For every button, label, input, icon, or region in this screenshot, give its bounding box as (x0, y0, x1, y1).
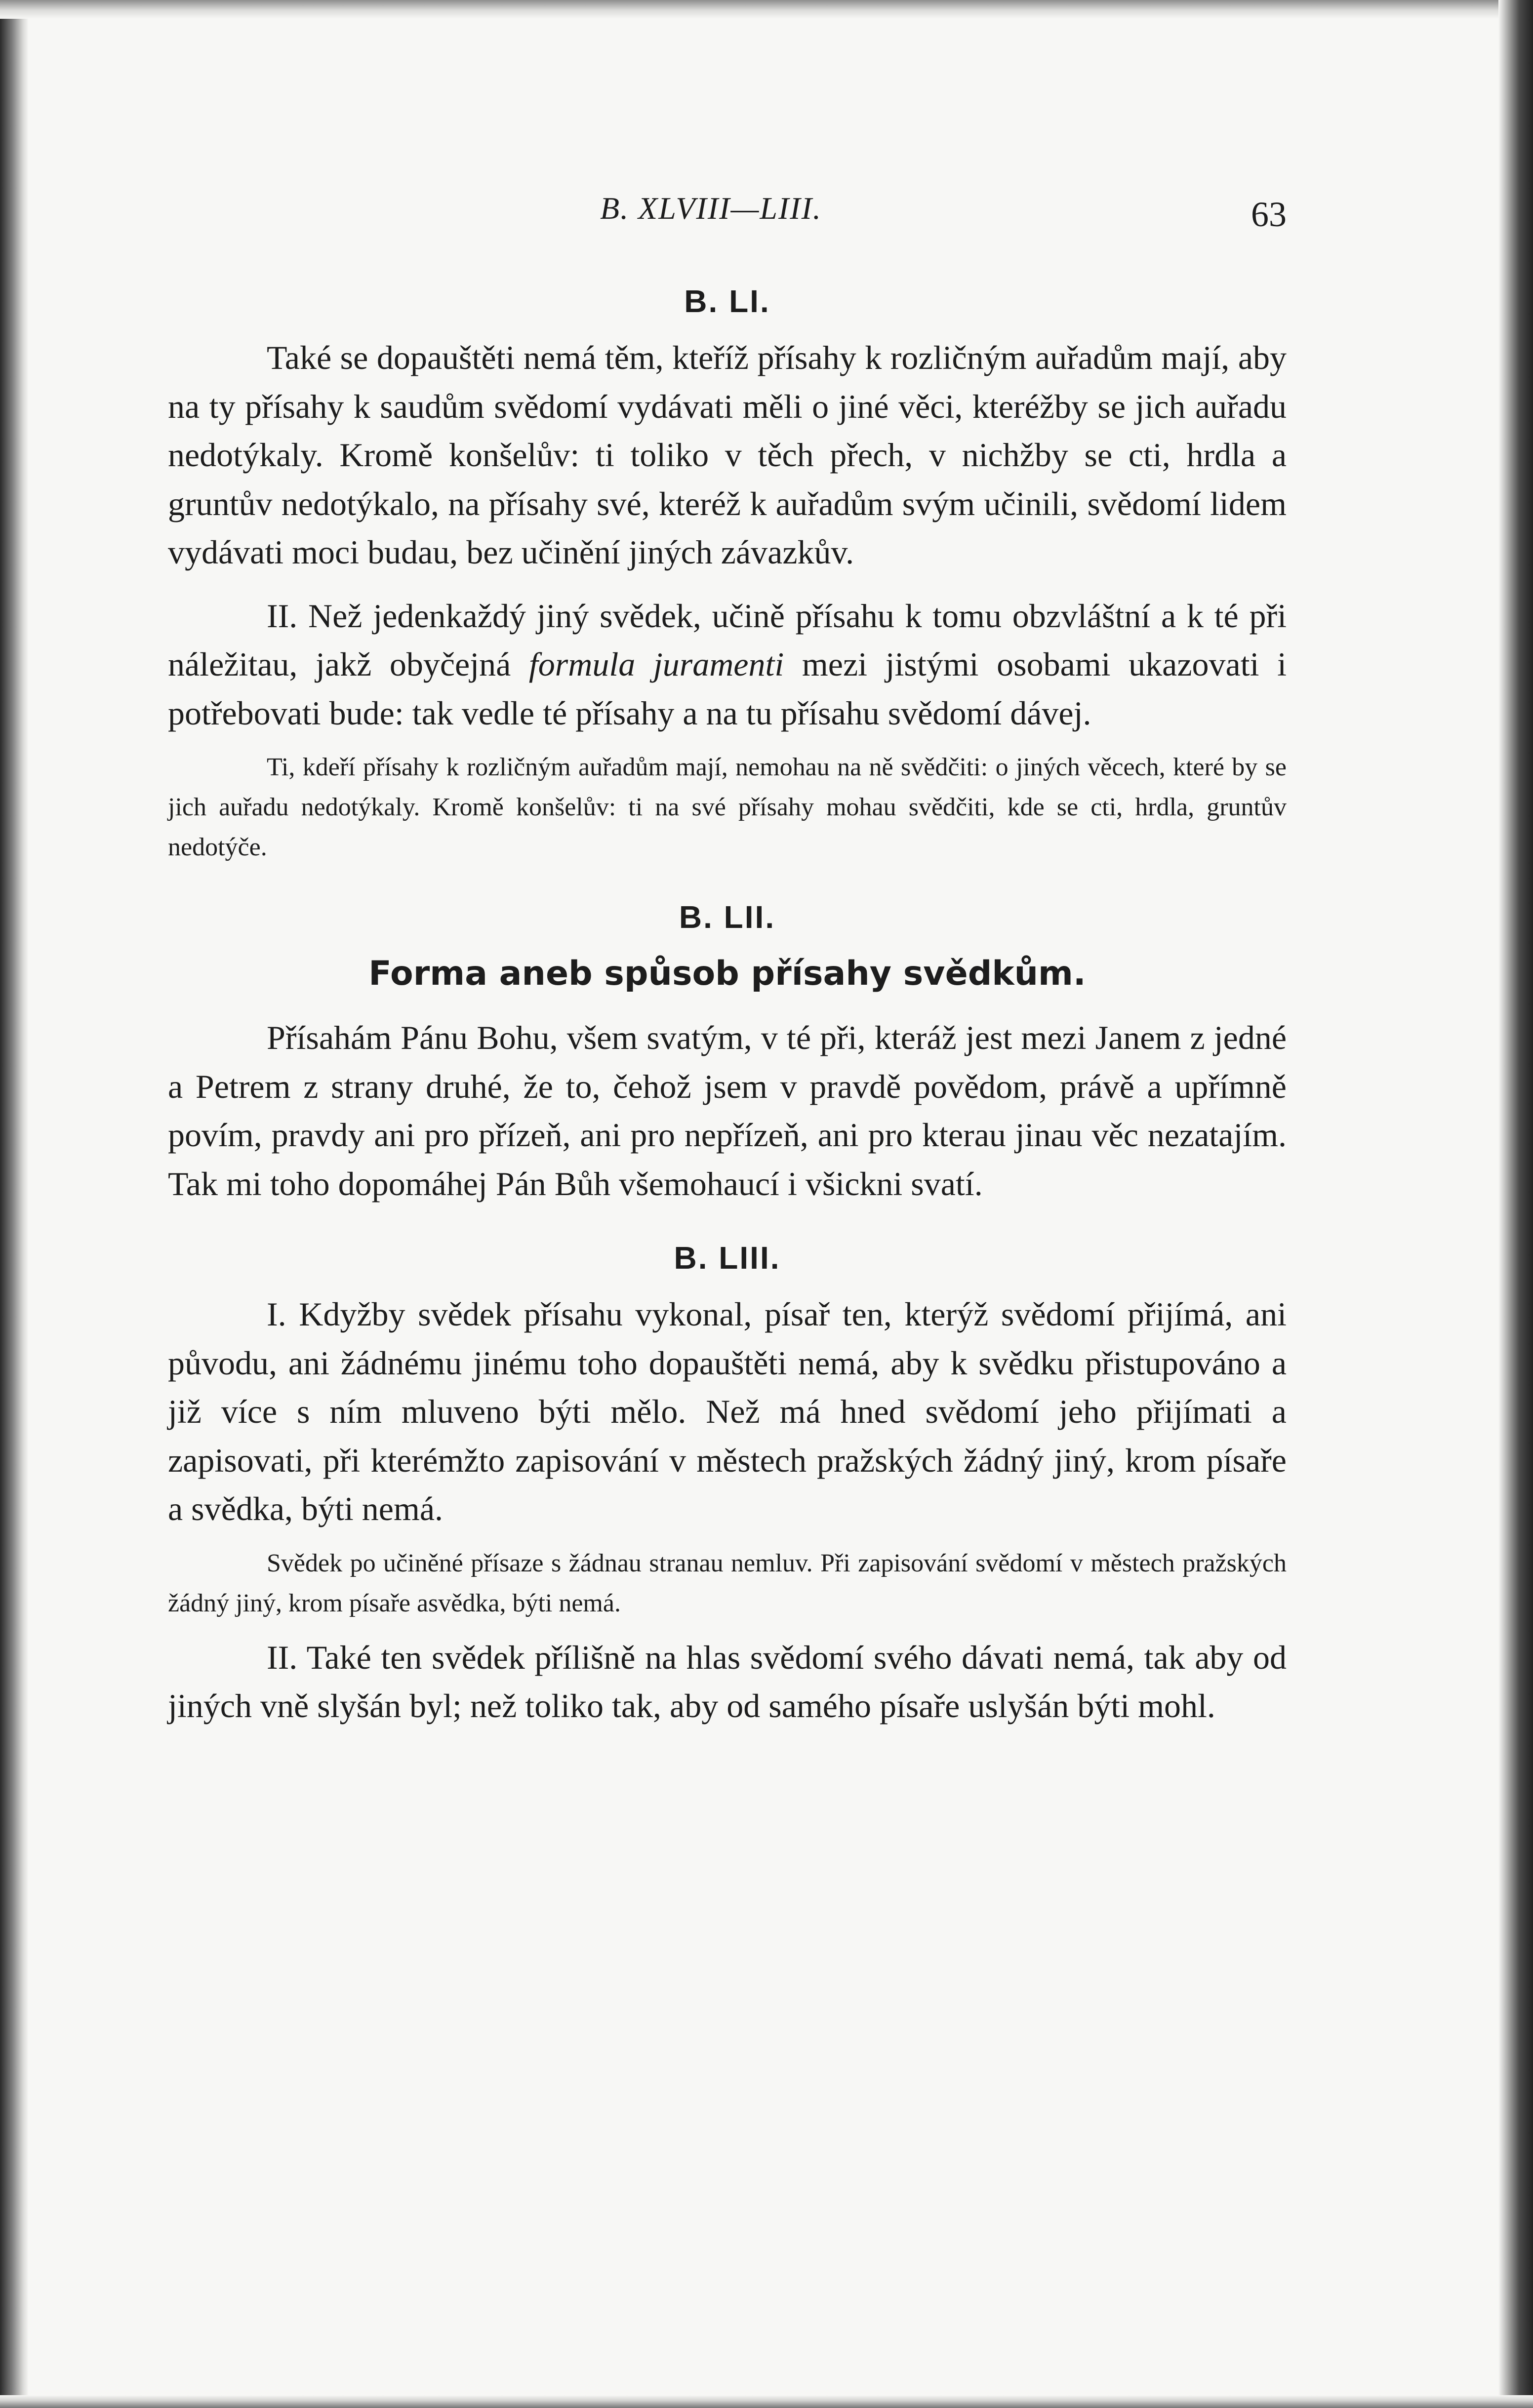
page-number: 63 (1251, 195, 1287, 234)
section-subheading-52: Forma aneb spůsob přísahy svědkům. (368, 954, 1086, 993)
page-body (168, 279, 1287, 1730)
page-header (168, 190, 1287, 240)
paragraph-53-2: II. Také ten svědek přílišně na hlas svědomí svého dávati nemá, tak aby od jiných vně slyšán byl; než toliko tak, aby od samého písaře uslyšán býti mohl. (168, 1638, 1287, 1725)
scan-edge-right (1498, 0, 1533, 2408)
latin-term: formula juramenti (528, 645, 784, 683)
scan-edge-top (0, 0, 1533, 19)
paragraph-51-2 (168, 592, 1287, 738)
paragraph-51-2-start: II. Než jedenkaždý jiný svědek, učině přísahu k tomu obzvláštní a k té při náležitau, jakž obyčejná (168, 597, 1287, 683)
summary-note-53: Svědek po učiněné přísaze s žádnau stranau nemluv. Při zapisování svědomí v městech pražských žádný jiný, krom písaře asvědka, býti nemá. (168, 1549, 1287, 1617)
section-heading-52: B. LII. (679, 899, 776, 935)
scan-edge-left (0, 0, 29, 2408)
paragraph-52-1: Přísahám Pánu Bohu, všem svatým, v té při, kteráž jest mezi Janem z jedné a Petrem z strany druhé, že to, čehož jsem v pravdě povědom, právě a upřímně povím, pravdy ani pro přízeň, ani pro nepřízeň, ani pro kterau jinau věc nezatajím. Tak mi toho dopomáhej Pán Bůh všemohaucí i všickni svatí. (168, 1019, 1287, 1203)
paragraph-53-1: I. Kdyžby svědek přísahu vykonal, písař ten, kterýž svědomí přijímá, ani původu, ani žádnému jinému toho dopauštěti nemá, aby k svědku přistupováno a již více s ním mluveno býti mělo. Než má hned svědomí jeho přijímati a zapisovati, při kterémžto zapisování v městech pražských žádný jiný, krom písaře a svědka, býti nemá. (168, 1295, 1287, 1527)
summary-note-51: Ti, kdeří přísahy k rozličným auřadům mají, nemohau na ně svědčiti: o jiných věcech, které by se jich auřadu nedotýkaly. Kromě konšelův: ti na své přísahy mohau svědčiti, kde se cti, hrdla, gruntův nedotýče. (168, 753, 1287, 861)
section-heading-51: B. LI. (684, 283, 770, 319)
section-heading-53: B. LIII. (674, 1240, 781, 1276)
running-head: B. XLVIII—LIII. (600, 191, 822, 226)
scan-edge-bottom (0, 2395, 1533, 2408)
paragraph-51-1: Také se dopauštěti nemá těm, kteříž přísahy k rozličným auřadům mají, aby na ty přísahy k saudům svědomí vydávati měli o jiné věci, kteréžby se jich auřadu nedotýkaly. Kromě konšelův: ti toliko v těch přech, v nichžby se cti, hrdla a gruntův nedotýkalo, na přísahy své, kteréž k auřadům svým učinili, svědomí lidem vydávati moci budau, bez učinění jiných závazkův. (168, 339, 1287, 571)
paragraph-51-2-end: mezi jistými osobami ukazovati i potřebovati bude: tak vedle té přísahy a na tu přísahu svědomí dávej. (168, 645, 1287, 732)
